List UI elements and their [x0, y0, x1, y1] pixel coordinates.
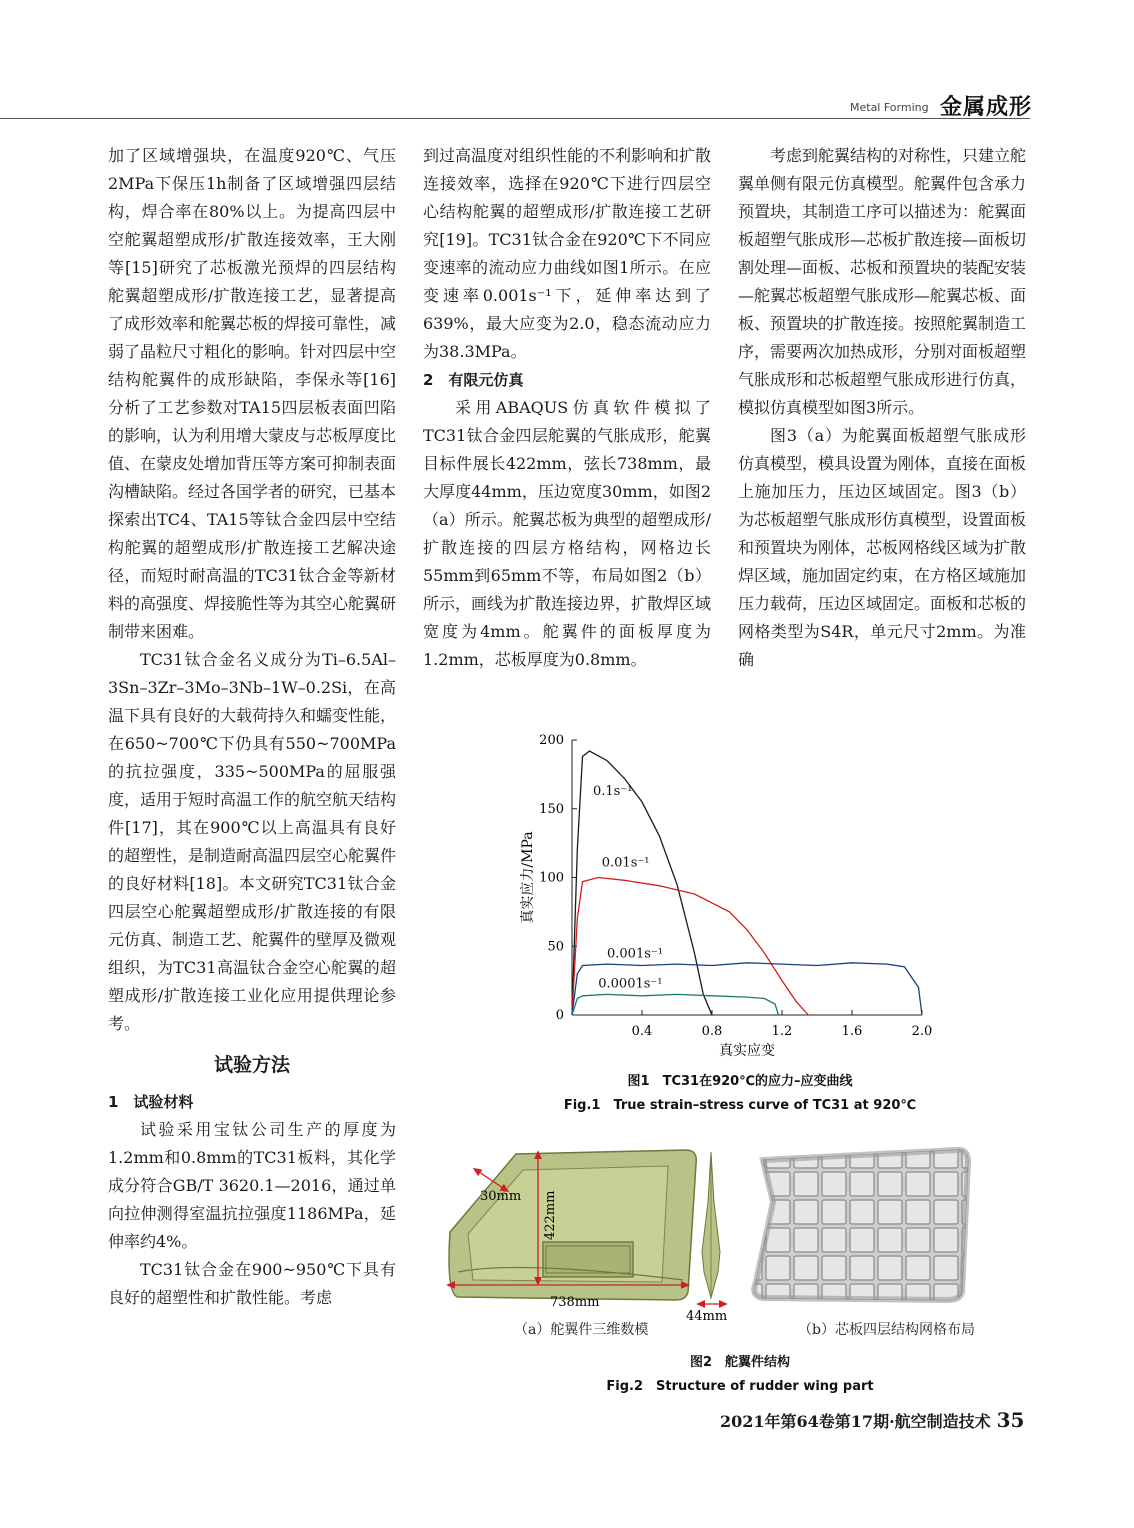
paragraph: 考虑到舵翼结构的对称性，只建立舵翼单侧有限元仿真模型。舵翼件包含承力预置块，其制造工序可以描述为：舵翼面板超塑气胀成形—芯板扩散连接—面板切割处理—面板、芯板和预置块的装配安装—舵翼芯板超塑气胀成形—舵翼芯板、面板、预置块的扩散连接。按照舵翼制造工序，需要两次加热成形，分别对面板超塑气胀成形和芯板超塑气胀成形进行仿真，模拟仿真模型如图3所示。	[738, 146, 1027, 417]
section-title: 试验方法	[213, 1054, 290, 1076]
figure-2-caption-en: Fig.2 Structure of rudder wing part	[606, 1379, 874, 1394]
chart-axes	[572, 740, 922, 1015]
figure-2-caption-cn: 图2 舵翼件结构	[689, 1355, 791, 1370]
series-label: 0.1s⁻¹	[593, 784, 633, 799]
x-tick-label: 0.4	[631, 1024, 653, 1039]
y-tick-label: 100	[539, 870, 564, 886]
paragraph: 采用ABAQUS仿真软件模拟了TC31钛合金四层舵翼的气胀成形，舵翼目标件展长422mm，弦长738mm，最大厚度44mm，压边宽度30mm，如图2（a）所示。舵翼芯板为典型的超塑成形/扩散连接的四层方格结构，网格边长55mm到65mm不等，布局如图2（b）所示，画线为扩散连接边界，扩散焊区域宽度为4mm。舵翼件的面板厚度为1.2mm，芯板厚度为0.8mm。	[423, 398, 712, 669]
header-rule	[0, 118, 1030, 119]
rudder-wing-3d-model	[449, 1150, 727, 1322]
y-tick-label: 150	[539, 801, 564, 817]
y-tick-label: 0	[555, 1008, 564, 1023]
x-tick-label: 1.2	[771, 1024, 793, 1039]
chart-lines	[572, 751, 922, 1015]
paragraph: 试验采用宝钛公司生产的厚度为1.2mm和0.8mm的TC31板料，其化学成分符合GB/T 3620.1—2016，通过单向拉伸测得室温抗拉强度1186MPa，延伸率约4%。	[108, 1120, 396, 1251]
paragraph: 加了区域增强块，在温度920℃、气压2MPa下保压1h制备了区域增强四层结构，焊合率在80%以上。为提高四层中空舵翼超塑成形/扩散连接效率，王大刚等[15]研究了芯板激光预焊的四层结构舵翼超塑成形/扩散连接工艺，显著提高了成形效率和舵翼芯板的焊接可靠性，减弱了晶粒尺寸粗化的影响。针对四层中空结构舵翼件的成形缺陷，李保永等[16]分析了工艺参数对TA15四层板表面凹陷的影响，认为利用增大蒙皮与芯板厚度比值、在蒙皮处增加背压等方案可抑制表面沟槽缺陷。经过各国学者的研究，已基本探索出TC4、TA15等钛合金四层中空结构舵翼的超塑成形/扩散连接工艺解决途径，而短时耐高温的TC31钛合金等新材料的高强度、焊接脆性等为其空心舵翼研制带来困难。	[108, 146, 397, 641]
column-2	[423, 142, 711, 674]
series-label: 0.0001s⁻¹	[598, 976, 663, 992]
page-footer	[720, 1408, 1024, 1432]
paragraph: 到过高温度对组织性能的不利影响和扩散连接效率，选择在920℃下进行四层空心结构舵翼的超塑成形/扩散连接工艺研究[19]。TC31钛合金在920℃下不同应变速率的流动应力曲线如图1所示。在应变速率0.001s⁻¹下，延伸率达到了639%，最大应变为2.0，稳态流动应力为38.3MPa。	[423, 146, 712, 361]
paragraph: TC31钛合金名义成分为Ti–6.5Al–3Sn–3Zr–3Mo–3Nb–1W–0.2Si，在高温下具有良好的大载荷持久和蠕变性能，在650~700℃下仍具有550~700MPa的抗拉强度，335~500MPa的屈服强度，适用于短时高温工作的航空航天结构件[17]，其在900℃以上高温具有良好的超塑性，是制造耐高温四层空心舵翼件的良好材料[18]。本文研究TC31钛合金四层空心舵翼超塑成形/扩散连接的有限元仿真、制造工艺、舵翼件的壁厚及微观组织，为TC31高温钛合金空心舵翼的超塑成形/扩散连接工业化应用提供理论参考。	[108, 650, 397, 1033]
y-axis-label: 真实应力/MPa	[520, 831, 536, 924]
footer-issue: 2021年第64卷第17期·航空制造技术	[720, 1412, 991, 1431]
y-tick-label: 50	[547, 939, 564, 955]
chart-ticks	[539, 733, 932, 1039]
paragraph: 图3（a）为舵翼面板超塑气胀成形仿真模型，模具设置为刚体，直接在面板上施加压力，压边区域固定。图3（b）为芯板超塑气胀成形仿真模型，设置面板和预置块为刚体，芯板网格线区域为扩散焊区域，施加固定约束，在方格区域施加压力载荷，压边区域固定。面板和芯板的网格类型为S4R，单元尺寸2mm。为准确	[738, 426, 1027, 669]
figure-2b-caption: （b）芯板四层结构网格布局	[798, 1322, 975, 1338]
stress-strain-chart	[520, 728, 950, 1063]
x-tick-label: 0.8	[701, 1024, 723, 1039]
subsection-title: 2 有限元仿真	[423, 371, 524, 389]
rudder-wing-figure	[428, 1142, 1028, 1322]
subsection-title: 1 试验材料	[108, 1093, 194, 1111]
column-1	[108, 142, 396, 1312]
series-line	[572, 994, 779, 1015]
series-label: 0.001s⁻¹	[607, 946, 663, 962]
x-tick-label: 1.6	[841, 1024, 863, 1039]
core-grid-layout	[748, 1142, 978, 1312]
paragraph: TC31钛合金在900~950℃下具有良好的超塑性和扩散性能。考虑	[108, 1260, 396, 1307]
header-journal-cn: 金属成形	[940, 95, 1033, 120]
header-journal-en: Metal Forming	[850, 101, 929, 114]
dim-422mm: 422mm	[543, 1190, 558, 1240]
column-3	[738, 142, 1026, 674]
figure-1-caption-cn: 图1 TC31在920℃的应力–应变曲线	[627, 1074, 853, 1089]
series-label: 0.01s⁻¹	[601, 855, 650, 871]
dim-30mm: 30mm	[480, 1189, 522, 1204]
y-tick-label: 200	[539, 733, 564, 748]
dim-44mm: 44mm	[686, 1309, 728, 1322]
page-number: 35	[996, 1408, 1025, 1432]
figure-1-caption-en: Fig.1 True strain–stress curve of TC31 at 920℃	[563, 1098, 917, 1113]
x-tick-label: 2.0	[911, 1024, 933, 1039]
dim-738mm: 738mm	[550, 1295, 600, 1310]
figure-2a-caption: （a）舵翼件三维数模	[514, 1322, 649, 1338]
x-axis-label: 真实应变	[719, 1043, 775, 1059]
